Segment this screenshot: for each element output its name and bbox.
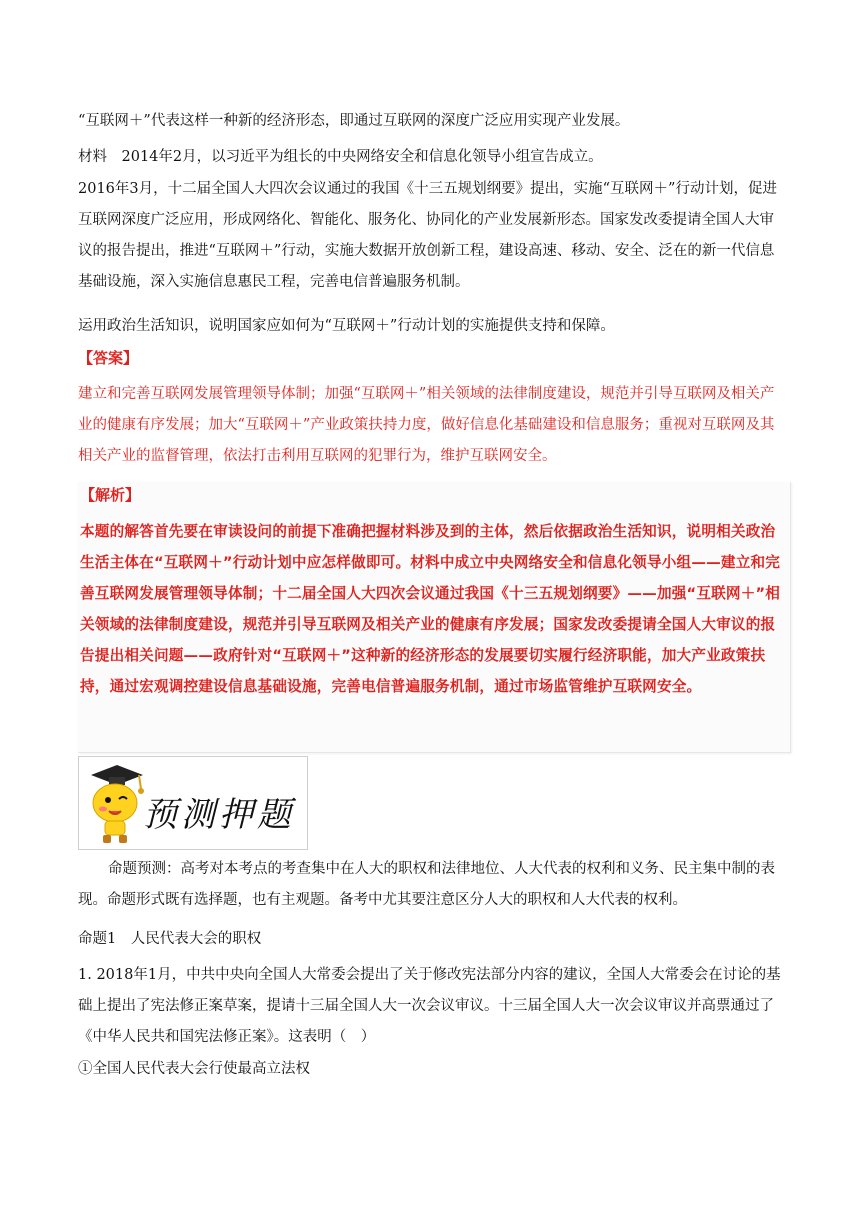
analysis-box [78, 482, 791, 753]
banner-title: 预测押题 [143, 795, 295, 835]
question-1: 1. 2018年1月，中共中央向全国人大常委会提出了关于修改宪法部分内容的建议，全国人大常委会在讨论的基础上提出了宪法修正案草案，提请十三届全国人大一次会议审议。十三届全国人大一次会议审议并高票通过了《中华人民共和国宪法修正案》。这表明（ ） [78, 967, 781, 1045]
paragraph-question: 运用政治生活知识，说明国家应如何为“互联网＋”行动计划的实施提供支持和保障。 [78, 318, 615, 334]
paragraph-plan: 2016年3月，十二届全国人大四次会议通过的我国《十三五规划纲要》提出，实施“互联网＋”行动计划，促进互联网深度广泛应用，形成网络化、智能化、服务化、协同化的产业发展新形态。国家发改委提请全国人大审议的报告提出，推进“互联网＋”行动，实施大数据开放创新工程，建设高速、移动、安全、泛在的新一代信息基础设施，深入实施信息惠民工程，完善电信普遍服务机制。 [78, 181, 777, 290]
graduate-mascot-icon [81, 759, 147, 847]
analysis-tag: 【解析】 [80, 486, 141, 504]
answer-tag: 【答案】 [78, 349, 139, 367]
paragraph-definition: “互联网＋”代表这样一种新的经济形态，即通过互联网的深度广泛应用实现产业发展。 [78, 113, 630, 129]
answer-text: 建立和完善互联网发展管理领导体制；加强“互联网＋”相关领域的法律制度建设，规范并引导互联网及相关产业的健康有序发展；加大“互联网＋”产业政策扶持力度，做好信息化基础建设和信息服务；重视对互联网及其相关产业的监督管理，依法打击利用互联网的犯罪行为，维护互联网安全。 [78, 386, 775, 464]
analysis-text: 本题的解答首先要在审读设问的前提下准确把握材料涉及到的主体，然后依据政治生活知识，说明相关政治生活主体在“互联网＋”行动计划中应怎样做即可。材料中成立中央网络安全和信息化领导小组——建立和完善互联网发展管理领导体制；十二届全国人大四次会议通过我国《十三五规划纲要》——加强“互联网＋”相关领域的法律制度建设，规范并引导互联网及相关产业的健康有序发展；国家发改委提请全国人大审议的报告提出相关问题——政府针对“互联网＋”这种新的经济形态的发展要切实履行经济职能，加大产业政策扶持，通过宏观调控建设信息基础设施，完善电信普遍服务机制，通过市场监管维护互联网安全。 [80, 523, 781, 695]
paragraph-material: 材料 2014年2月，以习近平为组长的中央网络安全和信息化领导小组宣告成立。 [78, 149, 603, 165]
proposition-heading: 命题1 人民代表大会的职权 [78, 931, 262, 947]
question-1-option-1: ①全国人民代表大会行使最高立法权 [78, 1061, 310, 1077]
prediction-banner [78, 756, 308, 850]
prediction-text: 命题预测：高考对本考点的考查集中在人大的职权和法律地位、人大代表的权利和义务、民主集中制的表现。命题形式既有选择题，也有主观题。备考中尤其要注意区分人大的职权和人大代表的权利。 [78, 861, 775, 908]
